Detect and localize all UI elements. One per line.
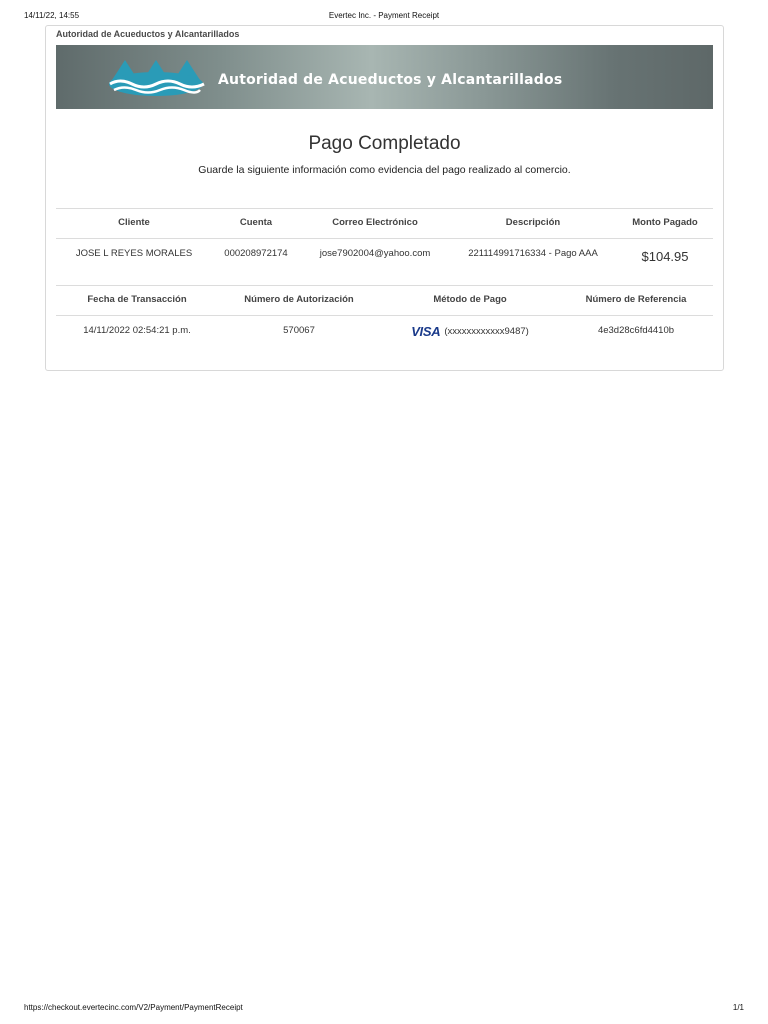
cell-cuenta: 000208972174	[224, 248, 288, 259]
page-subtitle: Guarde la siguiente información como evidencia del pago realizado al comercio.	[198, 164, 571, 176]
cell-fecha: 14/11/2022 02:54:21 p.m.	[83, 325, 191, 336]
header-cuenta: Cuenta	[239, 217, 273, 228]
org-banner	[56, 45, 713, 109]
banner-title: Autoridad de Acueductos y Alcantarillados	[218, 72, 563, 88]
print-url: https://checkout.evertecinc.com/V2/Payment/PaymentReceipt	[24, 1003, 243, 1012]
header-correo: Correo Electrónico	[332, 217, 418, 228]
cell-referencia: 4e3d28c6fd4410b	[597, 325, 675, 336]
header-cliente: Cliente	[118, 217, 150, 228]
header-referencia: Número de Referencia	[585, 294, 687, 305]
card-masked-number: (xxxxxxxxxxxx9487)	[444, 326, 529, 337]
header-metodo: Método de Pago	[433, 294, 507, 305]
org-name: Autoridad de Acueductos y Alcantarillados	[56, 29, 240, 39]
page-title: Pago Completado	[308, 133, 461, 154]
header-descripcion: Descripción	[505, 217, 561, 228]
header-monto: Monto Pagado	[632, 217, 698, 228]
table-divider	[56, 315, 713, 316]
print-page-title: Evertec Inc. - Payment Receipt	[328, 11, 440, 20]
print-datetime: 14/11/22, 14:55	[24, 11, 80, 20]
cell-descripcion: 221114991716334 - Pago AAA	[468, 248, 598, 259]
table-divider	[56, 238, 713, 239]
cell-autorizacion: 570067	[283, 325, 315, 336]
cell-metodo	[411, 324, 529, 339]
receipt-card	[45, 25, 724, 371]
table-divider	[56, 285, 713, 286]
header-autorizacion: Número de Autorización	[244, 294, 354, 305]
cell-cliente: JOSE L REYES MORALES	[75, 248, 193, 259]
table-divider	[56, 208, 713, 209]
print-page-number: 1/1	[732, 1003, 744, 1012]
cell-correo: jose7902004@yahoo.com	[319, 248, 431, 259]
cell-monto: $104.95	[641, 249, 689, 264]
water-drops-logo-icon	[108, 57, 208, 97]
header-fecha: Fecha de Transacción	[87, 294, 187, 305]
visa-icon: VISA	[411, 324, 441, 339]
